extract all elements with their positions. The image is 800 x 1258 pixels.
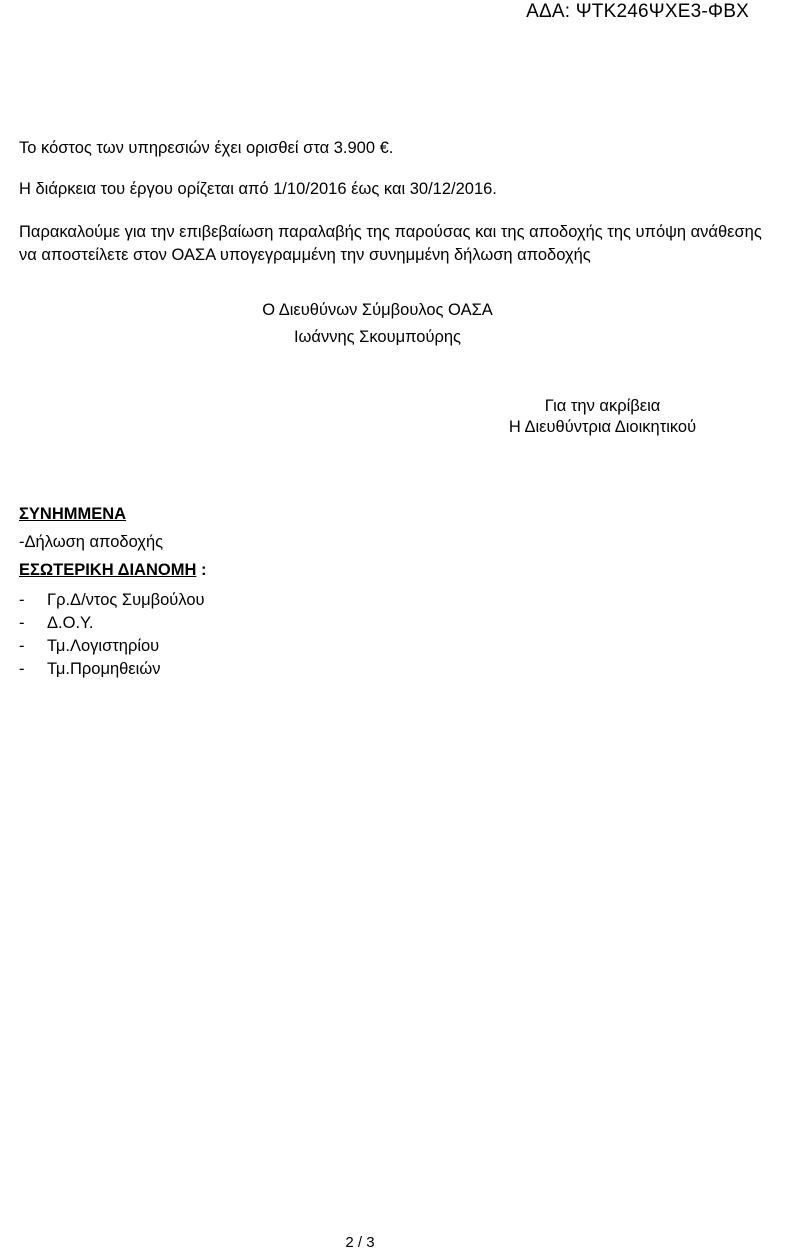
certification-line-2: Η Διευθύντρια Διοικητικού [508, 418, 697, 436]
distribution-list [19, 589, 205, 681]
signatory-title: Ο Διευθύνων Σύμβουλος ΟΑΣΑ [262, 301, 493, 319]
page-number: 2 / 3 [345, 1234, 375, 1251]
certification-line-1: Για την ακρίβεια [544, 397, 661, 415]
attachment-item: -Δήλωση αποδοχής [19, 533, 164, 551]
certification-block [450, 396, 755, 438]
list-dash: - [19, 591, 25, 609]
distribution-heading-text: ΕΣΩΤΕΡΙΚΗ ΔΙΑΝΟΜΗ [19, 561, 197, 579]
attachments-heading: ΣΥΝΗΜΜΕΝΑ [19, 505, 127, 523]
distribution-item [19, 635, 205, 658]
list-dash: - [19, 614, 25, 632]
distribution-item-label: Τμ.Προμηθειών [47, 660, 161, 678]
distribution-item [19, 612, 205, 635]
signatory-name: Ιωάννης Σκουμπούρης [293, 328, 462, 346]
distribution-item [19, 589, 205, 612]
distribution-item [19, 658, 205, 681]
cost-paragraph: Το κόστος των υπηρεσιών έχει ορισθεί στα 3.900 €. [19, 139, 394, 157]
signature-block [0, 297, 755, 351]
duration-paragraph: Η διάρκεια του έργου ορίζεται από 1/10/2016 έως και 30/12/2016. [19, 180, 497, 198]
distribution-heading-colon: : [196, 561, 207, 579]
list-dash: - [19, 637, 25, 655]
ada-code: ΑΔΑ: ΨΤΚ246ΨΧΕ3-ΦΒΧ [526, 1, 749, 22]
distribution-heading [19, 561, 206, 580]
distribution-item-label: Γρ.Δ/ντος Συμβούλου [47, 591, 205, 609]
list-dash: - [19, 660, 25, 678]
request-paragraph: Παρακαλούμε για την επιβεβαίωση παραλαβής της παρούσας και της αποδοχής της υπόψη ανάθεσης να αποστείλετε στον ΟΑΣΑ υπογεγραμμένη την συνημμένη δήλωση αποδοχής [19, 223, 762, 264]
distribution-item-label: Τμ.Λογιστηρίου [47, 637, 160, 655]
distribution-item-label: Δ.Ο.Υ. [47, 614, 94, 632]
